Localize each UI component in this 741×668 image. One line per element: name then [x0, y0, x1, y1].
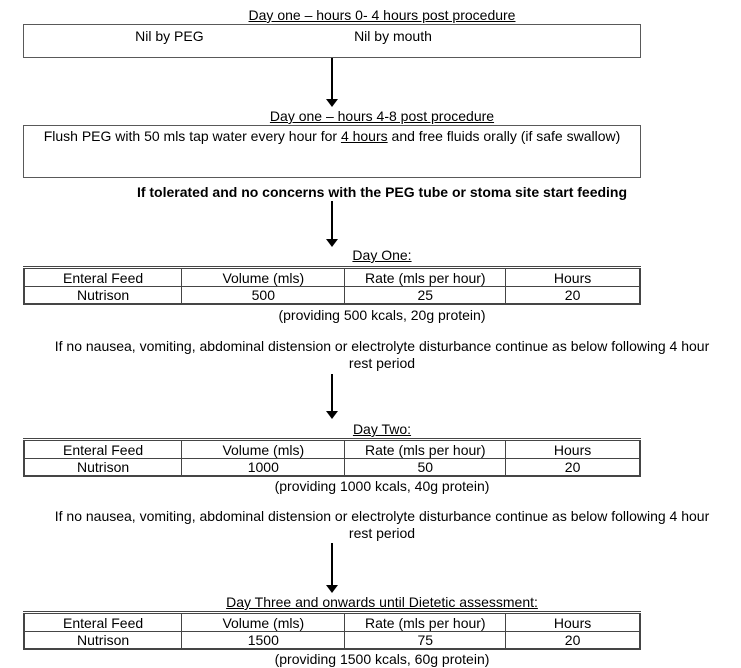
- day-two-title: Day Two:: [352, 421, 412, 437]
- cell-rate: 75: [345, 632, 506, 650]
- header-enteral-feed: Enteral Feed: [24, 440, 182, 459]
- cell-volume: 1500: [182, 632, 345, 650]
- continue-note-line1: If no nausea, vomiting, abdominal distension or electrolyte disturbance continue as below following 4 hour: [54, 508, 710, 524]
- arrow-down-icon: [23, 374, 641, 419]
- header-enteral-feed: Enteral Feed: [24, 613, 182, 632]
- stage1-box: [23, 24, 641, 58]
- tolerated-note: If tolerated and no concerns with the PEG tube or stoma site start feeding: [136, 184, 628, 200]
- flush-instruction-pre: Flush PEG with 50 mls tap water every hour for: [43, 128, 341, 144]
- stage2-title: Day one – hours 4-8 post procedure: [269, 108, 495, 124]
- table-row: [24, 459, 640, 477]
- cell-volume: 1000: [182, 459, 345, 477]
- flush-instruction: [44, 128, 621, 145]
- header-rate: Rate (mls per hour): [345, 613, 506, 632]
- header-volume: Volume (mls): [182, 268, 345, 287]
- day-one-providing-note: (providing 500 kcals, 20g protein): [278, 307, 486, 323]
- cell-feed-name: Nutrison: [24, 287, 182, 305]
- day-three-title: Day Three and onwards until Dietetic assessment:: [226, 594, 538, 610]
- table-header-row: [24, 268, 640, 287]
- header-enteral-feed: Enteral Feed: [24, 268, 182, 287]
- day-three-providing-note: (providing 1500 kcals, 60g protein): [274, 651, 490, 667]
- header-rate: Rate (mls per hour): [345, 268, 506, 287]
- table-header-row: [24, 440, 640, 459]
- continue-note: [23, 508, 741, 542]
- cell-hours: 20: [506, 632, 640, 650]
- cell-hours: 20: [506, 287, 640, 305]
- day-one-title: Day One:: [352, 247, 412, 263]
- table-row: [24, 632, 640, 650]
- arrow-shaft: [331, 374, 333, 411]
- continue-note: [23, 338, 741, 372]
- arrow-head: [326, 585, 338, 593]
- day-one-table: [23, 266, 641, 305]
- arrow-shaft: [331, 543, 333, 585]
- continue-note-line2: rest period: [348, 355, 416, 371]
- arrow-shaft: [331, 58, 333, 99]
- arrow-down-icon: [23, 201, 641, 247]
- flush-instruction-underlined: 4 hours: [340, 128, 388, 144]
- cell-hours: 20: [506, 459, 640, 477]
- cell-rate: 50: [345, 459, 506, 477]
- arrow-down-icon: [23, 543, 641, 593]
- cell-feed-name: Nutrison: [24, 459, 182, 477]
- cell-rate: 25: [345, 287, 506, 305]
- header-volume: Volume (mls): [182, 440, 345, 459]
- continue-note-line2: rest period: [348, 525, 416, 541]
- flush-instruction-post: and free fluids orally (if safe swallow): [387, 128, 621, 144]
- header-hours: Hours: [506, 613, 640, 632]
- cell-feed-name: Nutrison: [24, 632, 182, 650]
- arrow-down-icon: [23, 58, 641, 107]
- header-volume: Volume (mls): [182, 613, 345, 632]
- arrow-shaft: [331, 201, 333, 239]
- arrow-head: [326, 411, 338, 419]
- day-three-table: [23, 611, 641, 650]
- header-rate: Rate (mls per hour): [345, 440, 506, 459]
- peg-feeding-protocol-document: [0, 7, 741, 668]
- cell-volume: 500: [182, 287, 345, 305]
- nil-by-mouth-label: Nil by mouth: [354, 28, 432, 44]
- nil-by-peg-label: Nil by PEG: [135, 28, 204, 44]
- table-row: [24, 287, 640, 305]
- day-two-table: [23, 438, 641, 477]
- arrow-head: [326, 99, 338, 107]
- stage2-box: [23, 125, 641, 178]
- day-two-providing-note: (providing 1000 kcals, 40g protein): [274, 478, 490, 494]
- table-header-row: [24, 613, 640, 632]
- stage1-title: Day one – hours 0- 4 hours post procedure: [248, 7, 516, 23]
- continue-note-line1: If no nausea, vomiting, abdominal distension or electrolyte disturbance continue as below following 4 hour: [54, 338, 710, 354]
- header-hours: Hours: [506, 268, 640, 287]
- arrow-head: [326, 239, 338, 247]
- header-hours: Hours: [506, 440, 640, 459]
